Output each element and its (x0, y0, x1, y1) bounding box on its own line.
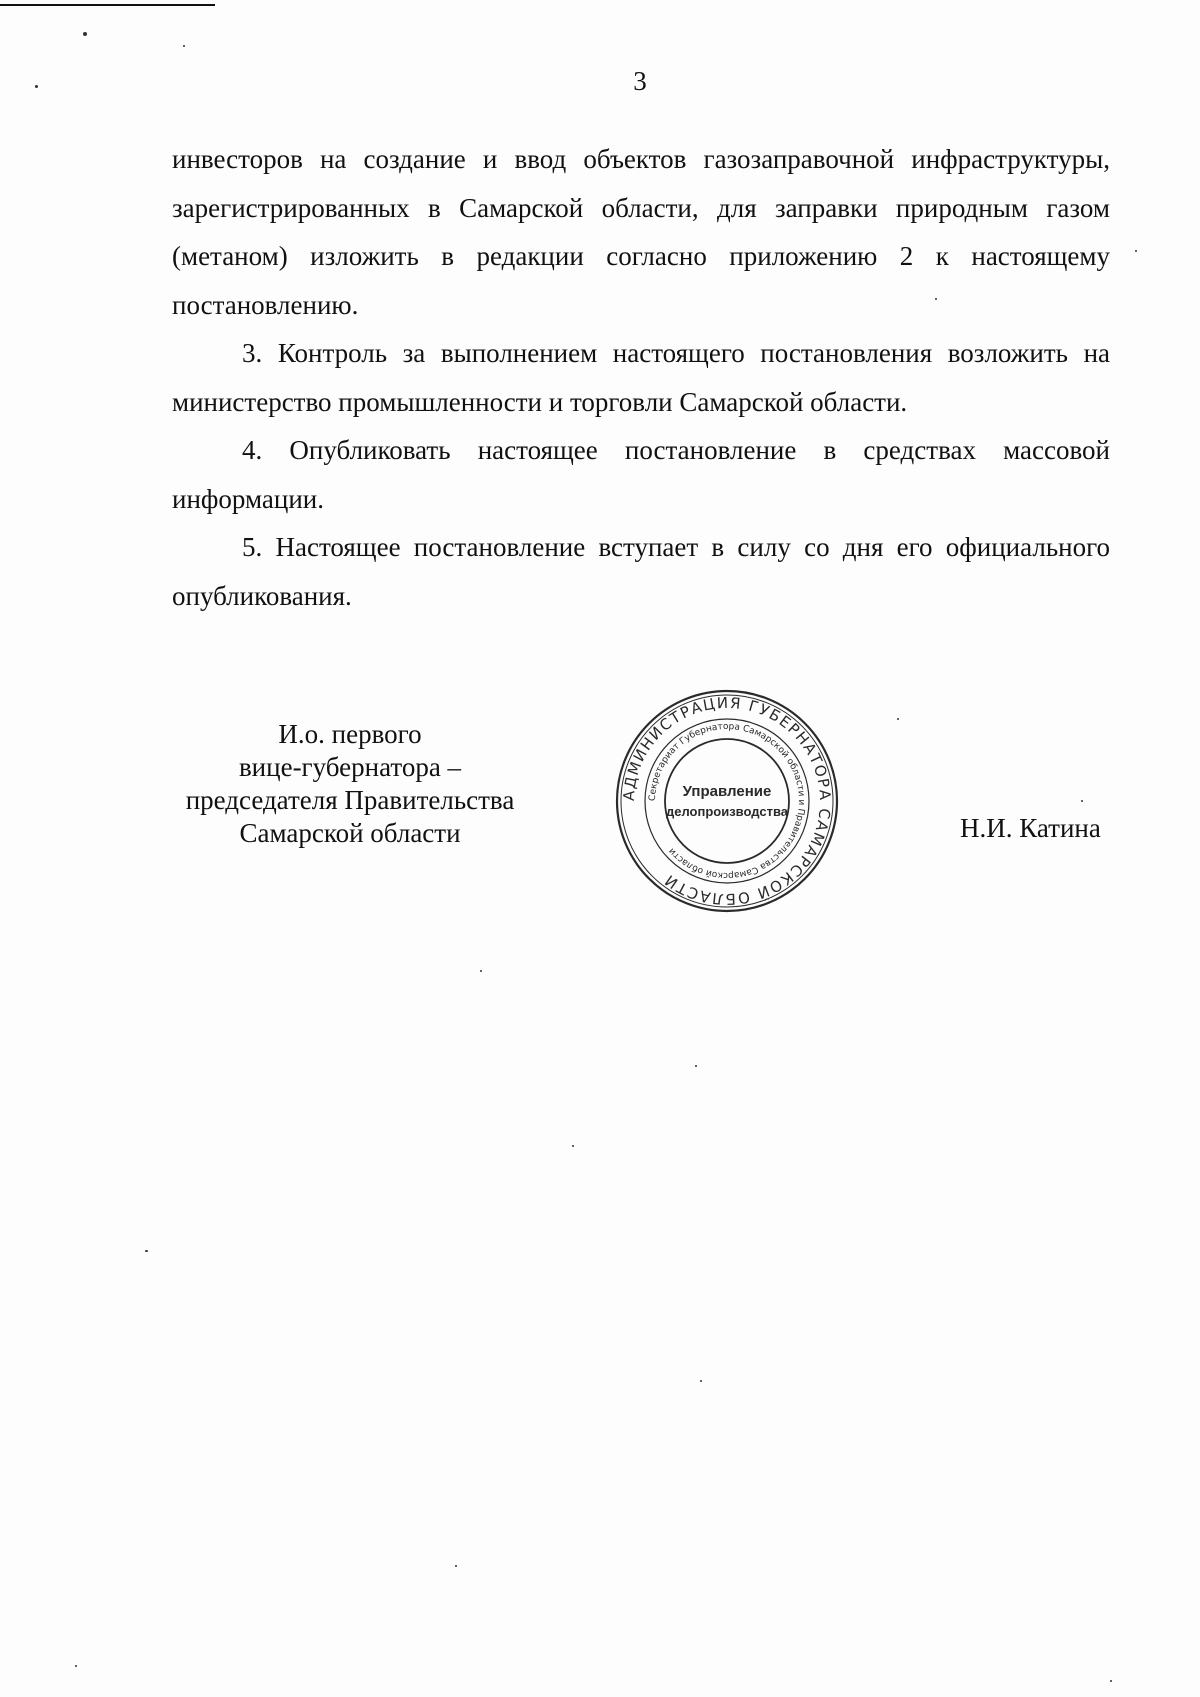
seal-center-line-2: делопроизводства (665, 804, 789, 819)
scan-speck (183, 45, 185, 47)
scan-speck (75, 1665, 77, 1667)
signatory-title-line: вице-губернатора – (238, 752, 462, 782)
official-seal (612, 686, 842, 916)
scan-speck (1081, 800, 1083, 802)
paragraph-4: 4. Опубликовать настоящее постановление в средствах массовой информации. (172, 435, 1110, 514)
signatory-name: Н.И. Катина (960, 813, 1101, 843)
scan-speck (455, 1565, 457, 1567)
scan-speck (700, 1380, 702, 1382)
seal-center-ring (665, 739, 789, 863)
scan-speck (572, 1145, 574, 1147)
paragraph-3: 3. Контроль за выполнением настоящего постановления возложить на министерство промышленности и торговли Самарской области. (172, 338, 1110, 417)
document-body (172, 135, 1110, 620)
seal-center-line-1: Управление (682, 783, 772, 800)
signatory-title-line: председателя Правительства (185, 785, 515, 815)
scan-speck (935, 298, 937, 300)
signatory-title-line: Самарской области (239, 818, 461, 848)
scan-speck (480, 970, 482, 972)
scan-speck (145, 1250, 148, 1252)
scan-speck (1135, 250, 1137, 252)
seal-outer-text: АДМИНИСТРАЦИЯ ГУБЕРНАТОРА САМАРСКОЙ ОБЛАСТИ (619, 693, 835, 909)
seal-inner-ring (645, 719, 809, 883)
scan-speck (897, 718, 899, 720)
paragraph-5: 5. Настоящее постановление вступает в силу со дня его официального опубликования. (172, 532, 1110, 611)
scan-speck (1110, 1680, 1112, 1682)
seal-inner-text: Секретариат Губернатора Самарской области и Правительства Самарской области (647, 721, 807, 881)
signatory-title (160, 718, 540, 850)
paragraph-continuation: инвесторов на создание и ввод объектов газозаправочной инфраструктуры, зарегистрированных в Самарской области, для заправки природным газом (метаном) изложить в редакции согласно приложению 2 к настоящему постановлению. (172, 144, 1110, 320)
scan-edge-line (0, 4, 215, 6)
page-number: 3 (633, 66, 647, 96)
scan-speck (35, 85, 38, 88)
signatory-title-line: И.о. первого (278, 719, 422, 749)
scan-speck (695, 1065, 697, 1067)
scan-speck (83, 32, 87, 36)
